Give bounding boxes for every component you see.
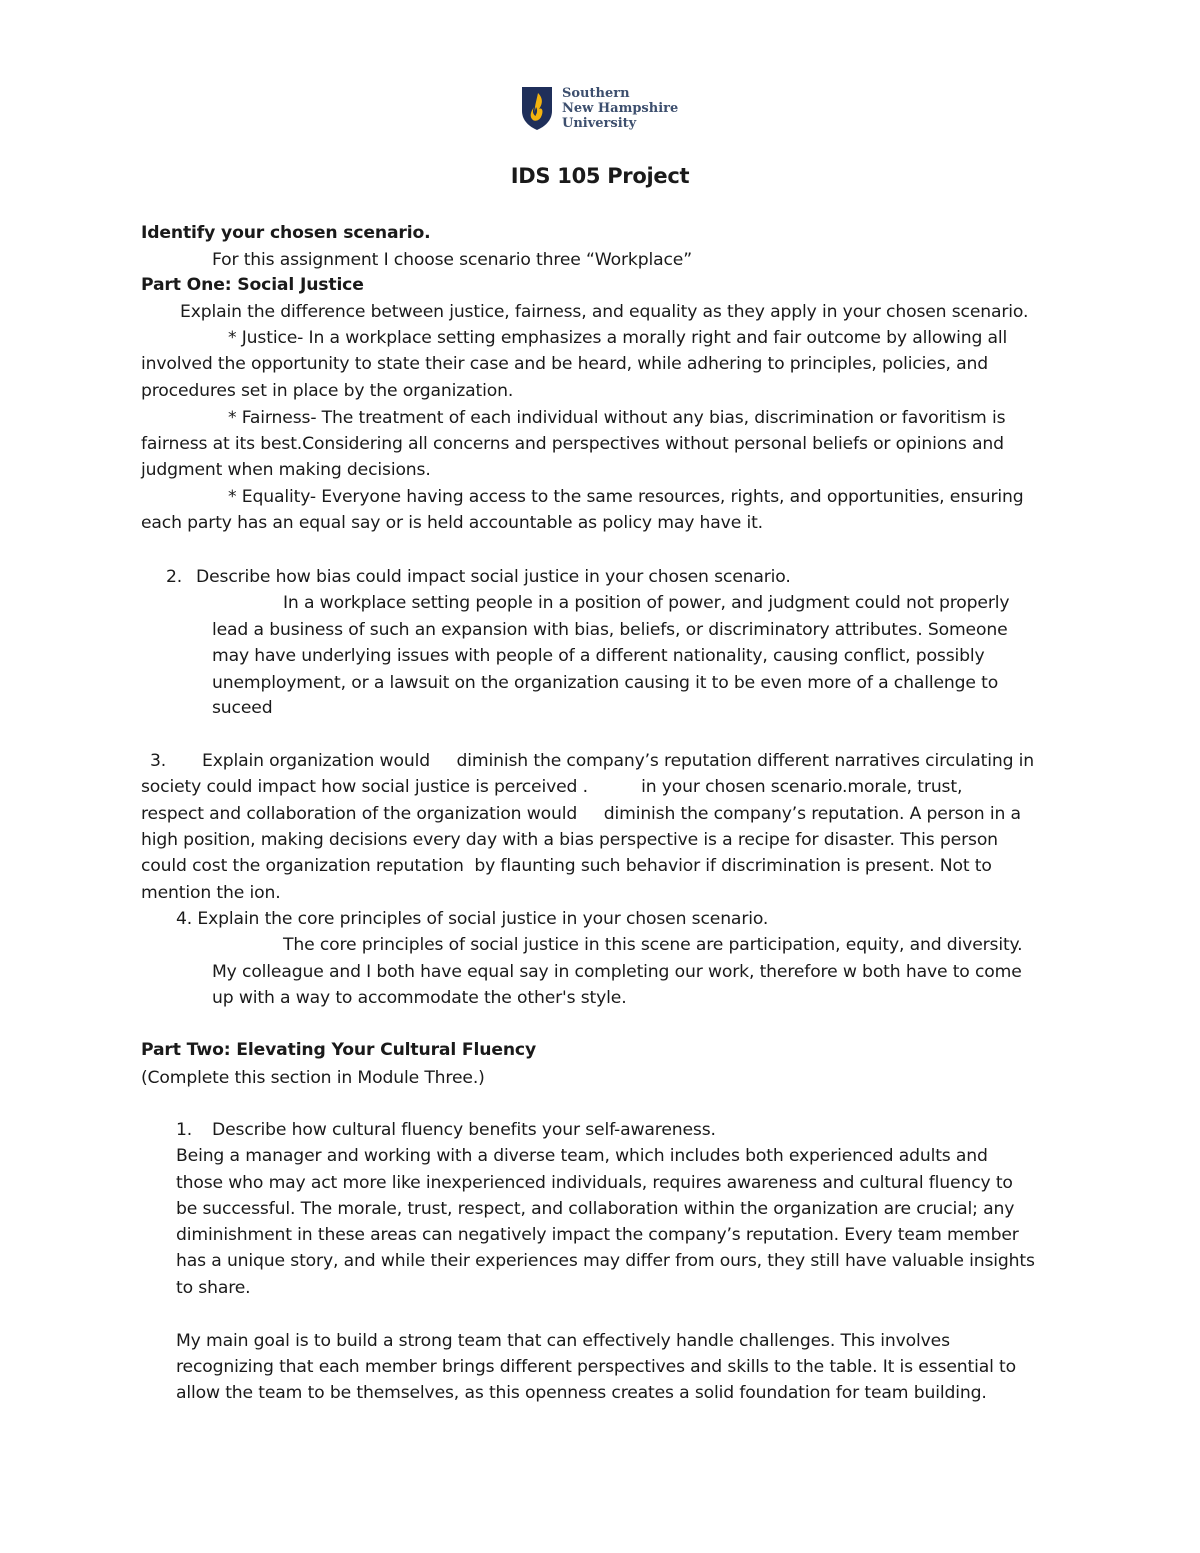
fairness-line: judgment when making decisions.: [141, 460, 431, 480]
q4-answer-line: My colleague and I both have equal say in completing our work, therefore w both have to come: [212, 962, 1022, 982]
q2-answer-line: In a workplace setting people in a position of power, and judgment could not properly: [283, 593, 1010, 613]
fairness-line: fairness at its best.Considering all concerns and perspectives without personal beliefs or opinions and: [141, 434, 1004, 454]
q2-answer-line: lead a business of such an expansion with bias, beliefs, or discriminatory attributes. Someone: [212, 620, 1008, 640]
university-logo: [520, 84, 678, 132]
q3-answer-line: mention the ion.: [141, 883, 281, 903]
q2-answer-line: suceed: [212, 698, 273, 718]
p2-line: recognizing that each member brings different perspectives and skills to the table. It is essential to: [176, 1357, 1016, 1377]
logo-wordmark: [562, 86, 678, 131]
part-one-q4-prompt: 4. Explain the core principles of social justice in your chosen scenario.: [176, 909, 769, 929]
q4-answer-line: The core principles of social justice in this scene are participation, equity, and diversity.: [283, 935, 1023, 955]
q3-answer-line: society could impact how social justice is perceived . in your chosen scenario.morale, trust,: [141, 777, 963, 797]
q3-answer-line: respect and collaboration of the organization would diminish the company’s reputation. A person in a: [141, 804, 1021, 824]
equality-line: * Equality- Everyone having access to the same resources, rights, and opportunities, ensuring: [228, 487, 1024, 507]
logo-line: New Hampshire: [562, 100, 679, 116]
logo-line: University: [562, 115, 637, 131]
q4-answer-line: up with a way to accommodate the other's style.: [212, 988, 627, 1008]
q3-answer-line: Explain organization would diminish the company’s reputation different narratives circulating in: [202, 751, 1035, 771]
q2-answer-line: unemployment, or a lawsuit on the organization causing it to be even more of a challenge to: [212, 673, 999, 693]
part-one-q2-number: 2.: [166, 567, 183, 587]
equality-line: each party has an equal say or is held accountable as policy may have it.: [141, 513, 763, 533]
part-two-q1-prompt: Describe how cultural fluency benefits your self-awareness.: [212, 1120, 716, 1140]
p1-line: diminishment in these areas can negatively impact the company’s reputation. Every team member: [176, 1225, 1019, 1245]
q3-answer-line: could cost the organization reputation by flaunting such behavior if discrimination is present. Not to: [141, 856, 992, 876]
shield-flame-icon: [520, 85, 554, 131]
p1-line: Being a manager and working with a diverse team, which includes both experienced adults and: [176, 1146, 988, 1166]
part-two-heading: Part Two: Elevating Your Cultural Fluency: [141, 1040, 537, 1060]
part-one-q3-number: 3.: [150, 751, 167, 771]
part-one-q1-prompt: Explain the difference between justice, fairness, and equality as they apply in your chosen scenario.: [180, 302, 1029, 322]
q2-answer-line: may have underlying issues with people of a different nationality, causing conflict, possibly: [212, 646, 985, 666]
p1-line: has a unique story, and while their experiences may differ from ours, they still have valuable insights: [176, 1251, 1035, 1271]
p1-line: to share.: [176, 1278, 251, 1298]
fairness-line: * Fairness- The treatment of each individual without any bias, discrimination or favoritism is: [228, 408, 1006, 428]
part-one-q2-prompt: Describe how bias could impact social justice in your chosen scenario.: [196, 567, 791, 587]
logo-line: Southern: [562, 85, 630, 101]
justice-line: procedures set in place by the organization.: [141, 381, 514, 401]
document-title: IDS 105 Project: [510, 164, 690, 188]
q3-answer-line: high position, making decisions every day with a bias perspective is a recipe for disaster. This person: [141, 830, 998, 850]
p2-line: My main goal is to build a strong team that can effectively handle challenges. This involves: [176, 1331, 950, 1351]
p1-line: those who may act more like inexperienced individuals, requires awareness and cultural fluency to: [176, 1173, 1013, 1193]
justice-line: * Justice- In a workplace setting emphasizes a morally right and fair outcome by allowing all: [228, 328, 1008, 348]
p2-line: allow the team to be themselves, as this openness creates a solid foundation for team building.: [176, 1383, 987, 1403]
scenario-heading: Identify your chosen scenario.: [141, 223, 431, 243]
p1-line: be successful. The morale, trust, respect, and collaboration within the organization are crucial; any: [176, 1199, 1015, 1219]
part-two-q1-number: 1.: [176, 1120, 193, 1140]
part-one-heading: Part One: Social Justice: [141, 275, 364, 295]
part-two-note: (Complete this section in Module Three.): [141, 1068, 485, 1088]
justice-line: involved the opportunity to state their case and be heard, while adhering to principles, policies, and: [141, 354, 989, 374]
scenario-answer: For this assignment I choose scenario three “Workplace”: [212, 250, 692, 270]
